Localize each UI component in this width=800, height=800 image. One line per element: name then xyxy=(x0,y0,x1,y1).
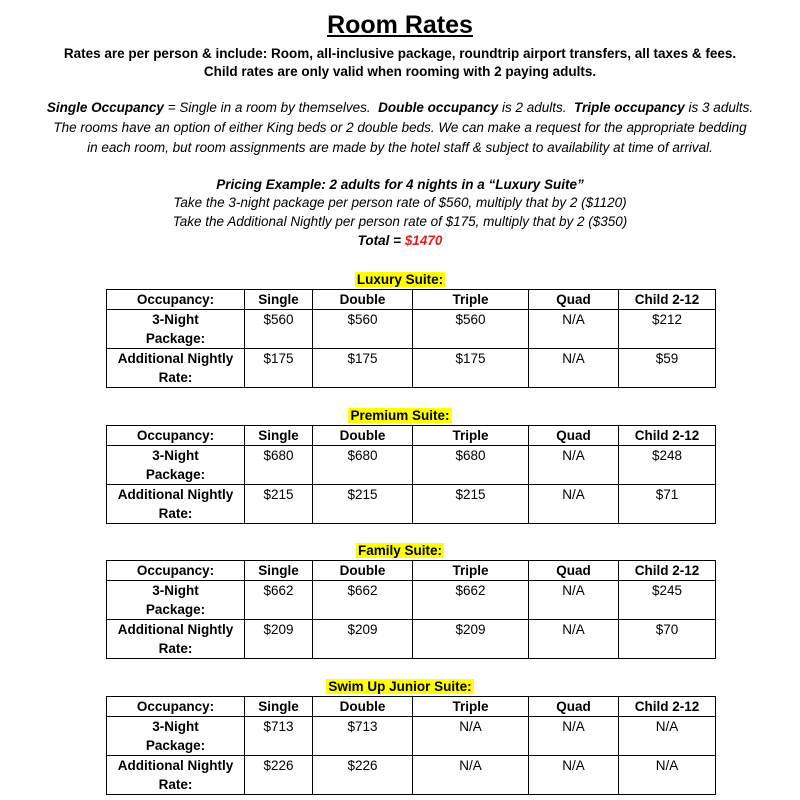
cell-package-quad: N/A xyxy=(529,446,619,485)
header-double: Double xyxy=(313,697,413,717)
premium-suite-title-text: Premium Suite: xyxy=(350,408,450,423)
cell-package-child: $212 xyxy=(619,310,716,349)
row-label-line: Rate: xyxy=(158,506,193,521)
cell-nightly-triple: $215 xyxy=(413,485,529,524)
total-label: Total = xyxy=(357,233,405,248)
page-title: Room Rates xyxy=(327,11,473,39)
table-row-nightly xyxy=(107,349,716,388)
table-row-nightly xyxy=(107,485,716,524)
row-label-line: 3-Night xyxy=(152,719,199,734)
cell-nightly-child: $71 xyxy=(619,485,716,524)
header-occupancy: Occupancy: xyxy=(107,290,245,310)
cell-nightly-quad: N/A xyxy=(529,756,619,795)
triple-occupancy-term: Triple occupancy xyxy=(574,100,685,115)
cell-nightly-single: $209 xyxy=(245,620,313,659)
row-label-line: Package: xyxy=(145,331,206,346)
table-header-row xyxy=(107,697,716,717)
triple-occupancy-desc: is 3 adults. xyxy=(684,100,754,115)
cell-package-double: $713 xyxy=(313,717,413,756)
row-label-package xyxy=(107,310,245,349)
header-occupancy: Occupancy: xyxy=(107,426,245,446)
row-label-line: 3-Night xyxy=(152,583,199,598)
row-label-line: Package: xyxy=(145,738,206,753)
header-double: Double xyxy=(313,561,413,581)
bedding-note-1: The rooms have an option of either King beds or 2 double beds. We can make a request for the appropriate bedding xyxy=(53,120,747,135)
cell-nightly-triple: $209 xyxy=(413,620,529,659)
row-label-package xyxy=(107,581,245,620)
cell-package-quad: N/A xyxy=(529,581,619,620)
header-triple: Triple xyxy=(413,561,529,581)
cell-nightly-single: $175 xyxy=(245,349,313,388)
swim-up-junior-suite-title-text: Swim Up Junior Suite: xyxy=(328,679,472,694)
header-double: Double xyxy=(313,426,413,446)
cell-package-triple: $662 xyxy=(413,581,529,620)
family-suite-title-text: Family Suite: xyxy=(357,543,443,558)
double-occupancy-desc: is 2 adults. xyxy=(498,100,574,115)
occupancy-definitions xyxy=(0,98,800,118)
cell-package-quad: N/A xyxy=(529,310,619,349)
header-quad: Quad xyxy=(529,426,619,446)
cell-package-triple: $680 xyxy=(413,446,529,485)
double-occupancy-term: Double occupancy xyxy=(378,100,499,115)
table-row-package xyxy=(107,446,716,485)
family-suite-title xyxy=(0,542,800,560)
header-child: Child 2-12 xyxy=(619,697,716,717)
premium-suite-title xyxy=(0,407,800,425)
header-occupancy: Occupancy: xyxy=(107,697,245,717)
cell-package-child: N/A xyxy=(619,717,716,756)
row-label-nightly xyxy=(107,620,245,659)
cell-package-single: $680 xyxy=(245,446,313,485)
total-value: $1470 xyxy=(404,233,443,248)
cell-nightly-triple: $175 xyxy=(413,349,529,388)
row-label-nightly xyxy=(107,349,245,388)
header-child: Child 2-12 xyxy=(619,561,716,581)
bedding-note-2: in each room, but room assignments are made by the hotel staff & subject to availability at time of arrival. xyxy=(87,140,713,155)
header-single: Single xyxy=(245,697,313,717)
table-header-row xyxy=(107,426,716,446)
cell-package-single: $662 xyxy=(245,581,313,620)
row-label-line: 3-Night xyxy=(152,448,199,463)
header-triple: Triple xyxy=(413,697,529,717)
pricing-example-heading: Pricing Example: 2 adults for 4 nights in a “Luxury Suite” xyxy=(216,177,584,192)
cell-package-triple: $560 xyxy=(413,310,529,349)
cell-package-single: $713 xyxy=(245,717,313,756)
pricing-example-line-1: Take the 3-night package per person rate of $560, multiply that by 2 ($1120) xyxy=(173,195,627,210)
premium-suite-rate-table xyxy=(106,425,716,524)
row-label-line: Additional Nightly xyxy=(117,622,234,637)
single-occupancy-desc: = Single in a room by themselves. xyxy=(163,100,379,115)
header-double: Double xyxy=(313,290,413,310)
table-row-nightly xyxy=(107,756,716,795)
cell-nightly-single: $215 xyxy=(245,485,313,524)
row-label-line: Rate: xyxy=(158,370,193,385)
header-triple: Triple xyxy=(413,426,529,446)
row-label-line: Additional Nightly xyxy=(117,351,234,366)
row-label-line: Rate: xyxy=(158,777,193,792)
header-quad: Quad xyxy=(529,290,619,310)
row-label-line: Additional Nightly xyxy=(117,758,234,773)
row-label-line: Rate: xyxy=(158,641,193,656)
row-label-line: Package: xyxy=(145,602,206,617)
table-row-package xyxy=(107,717,716,756)
cell-nightly-double: $226 xyxy=(313,756,413,795)
header-occupancy: Occupancy: xyxy=(107,561,245,581)
header-child: Child 2-12 xyxy=(619,290,716,310)
swim-up-junior-suite-rate-table xyxy=(106,696,716,795)
luxury-suite-title-text: Luxury Suite: xyxy=(356,272,444,287)
cell-nightly-double: $215 xyxy=(313,485,413,524)
header-triple: Triple xyxy=(413,290,529,310)
intro-line-2: Child rates are only valid when rooming with 2 paying adults. xyxy=(203,64,597,79)
cell-nightly-child: $70 xyxy=(619,620,716,659)
cell-nightly-double: $209 xyxy=(313,620,413,659)
single-occupancy-term: Single Occupancy xyxy=(46,100,164,115)
row-label-package xyxy=(107,446,245,485)
cell-package-triple: N/A xyxy=(413,717,529,756)
cell-package-double: $662 xyxy=(313,581,413,620)
header-single: Single xyxy=(245,290,313,310)
pricing-example-total xyxy=(0,231,800,251)
cell-nightly-quad: N/A xyxy=(529,349,619,388)
swim-up-junior-suite-title xyxy=(0,678,800,696)
cell-package-double: $560 xyxy=(313,310,413,349)
header-single: Single xyxy=(245,426,313,446)
row-label-nightly xyxy=(107,485,245,524)
header-quad: Quad xyxy=(529,561,619,581)
cell-nightly-quad: N/A xyxy=(529,620,619,659)
row-label-line: Additional Nightly xyxy=(117,487,234,502)
table-row-nightly xyxy=(107,620,716,659)
table-header-row xyxy=(107,290,716,310)
pricing-example-line-2: Take the Additional Nightly per person rate of $175, multiply that by 2 ($350) xyxy=(172,214,628,229)
cell-nightly-quad: N/A xyxy=(529,485,619,524)
luxury-suite-rate-table xyxy=(106,289,716,388)
row-label-nightly xyxy=(107,756,245,795)
cell-package-double: $680 xyxy=(313,446,413,485)
header-quad: Quad xyxy=(529,697,619,717)
cell-nightly-child: $59 xyxy=(619,349,716,388)
intro-line-1: Rates are per person & include: Room, all-inclusive package, roundtrip airport transfers, all taxes & fees. xyxy=(63,46,737,61)
row-label-line: Package: xyxy=(145,467,206,482)
header-child: Child 2-12 xyxy=(619,426,716,446)
cell-package-quad: N/A xyxy=(529,717,619,756)
luxury-suite-title xyxy=(0,271,800,289)
header-single: Single xyxy=(245,561,313,581)
table-header-row xyxy=(107,561,716,581)
row-label-line: 3-Night xyxy=(152,312,199,327)
cell-nightly-single: $226 xyxy=(245,756,313,795)
cell-nightly-double: $175 xyxy=(313,349,413,388)
cell-package-single: $560 xyxy=(245,310,313,349)
family-suite-rate-table xyxy=(106,560,716,659)
cell-package-child: $245 xyxy=(619,581,716,620)
table-row-package xyxy=(107,310,716,349)
row-label-package xyxy=(107,717,245,756)
cell-nightly-child: N/A xyxy=(619,756,716,795)
table-row-package xyxy=(107,581,716,620)
cell-package-child: $248 xyxy=(619,446,716,485)
cell-nightly-triple: N/A xyxy=(413,756,529,795)
